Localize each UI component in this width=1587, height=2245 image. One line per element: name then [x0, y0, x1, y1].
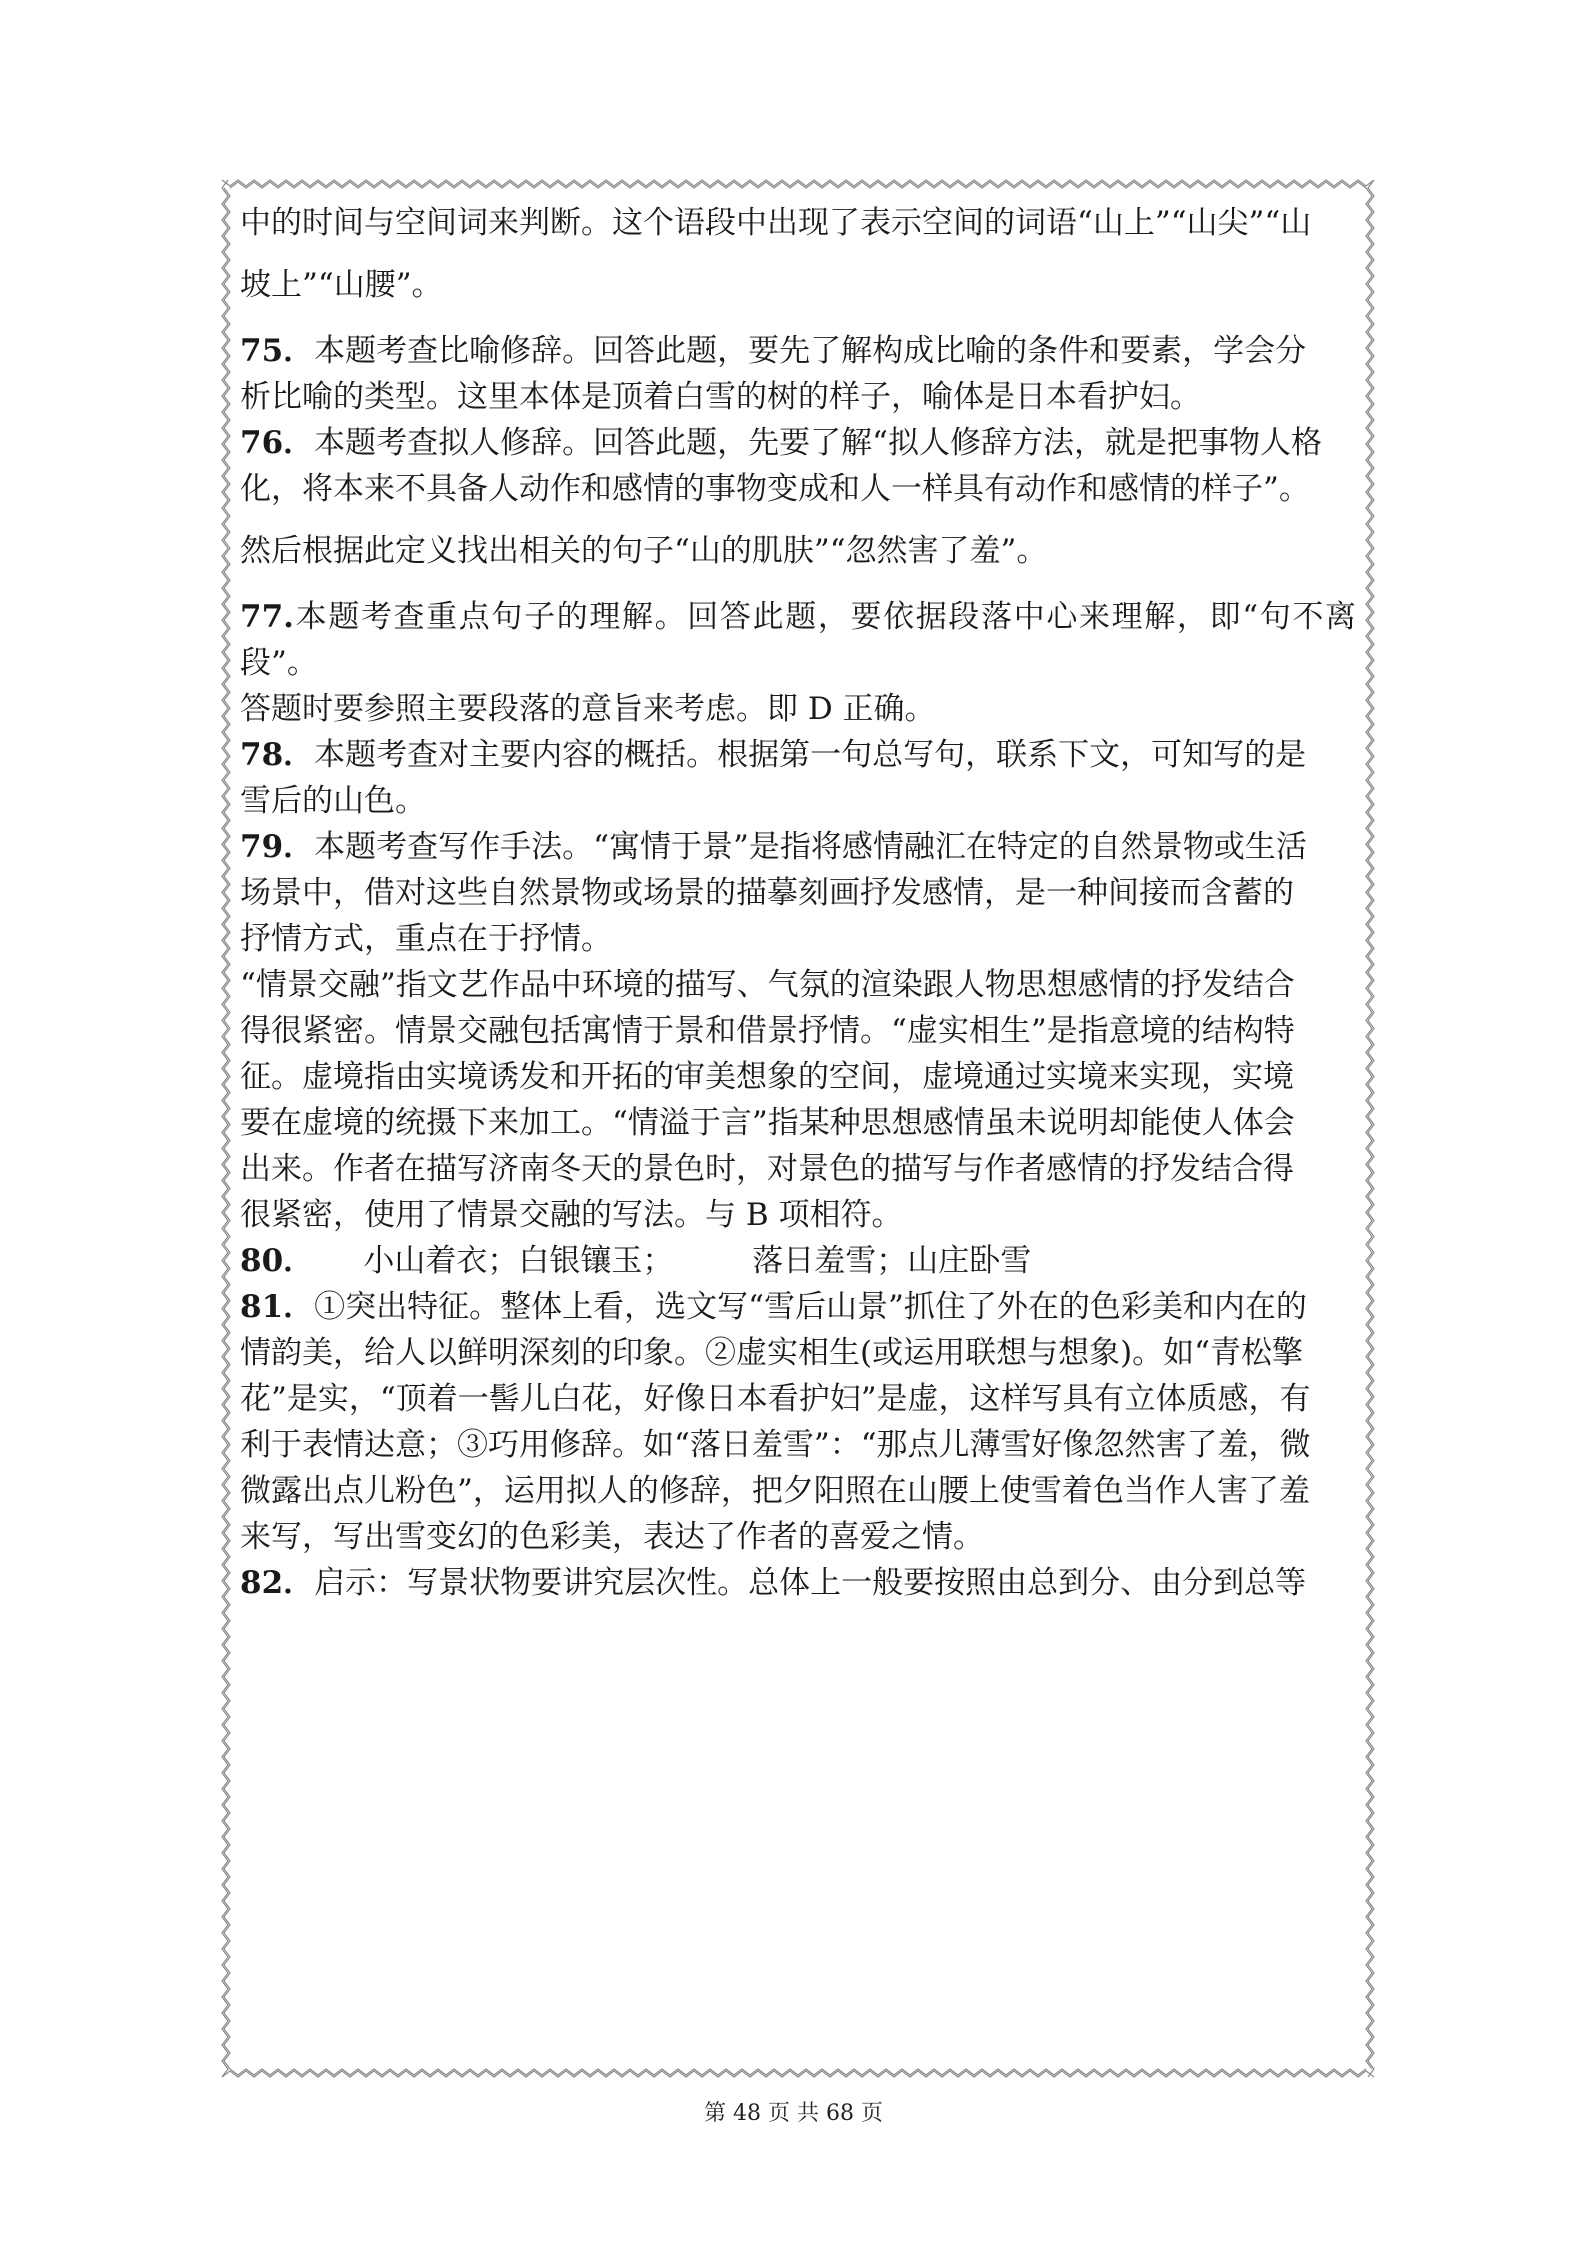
- text-line: [240, 824, 1356, 870]
- line-text: 花”是实，“顶着一髻儿白花，好像日本看护妇”是虚，这样写具有立体质感，有: [240, 1381, 1311, 1417]
- text-line: [240, 594, 1356, 686]
- line-text: 化，将本来不具备人动作和感情的事物变成和人一样具有动作和感情的样子”。: [240, 471, 1310, 507]
- text-line: [240, 962, 1356, 1008]
- text-line: [240, 1330, 1356, 1376]
- text-line: [240, 328, 1356, 374]
- question-number: 78．: [240, 737, 315, 773]
- text-line: [240, 1422, 1356, 1468]
- question-number: 75．: [240, 333, 315, 369]
- text-line: [240, 420, 1356, 466]
- text-line: [240, 1376, 1356, 1422]
- line-text: 很紧密，使用了情景交融的写法。与 B 项相符。: [240, 1197, 903, 1233]
- answer-paragraph: [240, 962, 1356, 1238]
- text-line: [240, 1284, 1356, 1330]
- text-line: [240, 1100, 1356, 1146]
- line-text: 本题考查写作手法。“寓情于景”是指将感情融汇在特定的自然景物或生活: [314, 829, 1307, 865]
- line-text: 利于表情达意；③巧用修辞。如“落日羞雪”：“那点儿薄雪好像忽然害了羞，微: [240, 1427, 1311, 1463]
- line-text: 启示：写景状物要讲究层次性。总体上一般要按照由总到分、由分到总等: [314, 1565, 1307, 1601]
- text-line: [240, 1514, 1356, 1560]
- text-line: [240, 916, 1356, 962]
- line-text: 本题考查拟人修辞。回答此题，先要了解“拟人修辞方法，就是把事物人格: [314, 425, 1322, 461]
- question-number: 79．: [240, 829, 315, 865]
- question-number: 82．: [240, 1565, 315, 1601]
- answer-paragraph: [240, 824, 1356, 962]
- text-line: [240, 1192, 1356, 1238]
- question-number: 76．: [240, 425, 315, 461]
- text-line: [240, 778, 1356, 824]
- line-text: 得很紧密。情景交融包括寓情于景和借景抒情。“虚实相生”是指意境的结构特: [240, 1013, 1295, 1049]
- line-text: 场景中，借对这些自然景物或场景的描摹刻画抒发感情，是一种间接而含蓄的: [240, 875, 1294, 911]
- line-text: 本题考查比喻修辞。回答此题，要先了解构成比喻的条件和要素，学会分: [314, 333, 1307, 369]
- answer-paragraph: [240, 328, 1356, 420]
- line-text: 中的时间与空间词来判断。这个语段中出现了表示空间的词语“山上”“山尖”“山: [240, 205, 1312, 241]
- text-line: [240, 1468, 1356, 1514]
- line-text: 然后根据此定义找出相关的句子“山的肌肤”“忽然害了羞”。: [240, 533, 1048, 569]
- text-line: [240, 466, 1356, 512]
- line-text: 出来。作者在描写济南冬天的景色时，对景色的描写与作者感情的抒发结合得: [240, 1151, 1294, 1187]
- question-number: 77.: [240, 599, 294, 635]
- line-text: 抒情方式，重点在于抒情。: [240, 921, 612, 957]
- page-footer: 第 48 页 共 68 页: [704, 2101, 883, 2126]
- text-line: [240, 1008, 1356, 1054]
- text-line: [240, 374, 1356, 420]
- line-text: 情韵美，给人以鲜明深刻的印象。②虚实相生(或运用联想与想象)。如“青松擎: [240, 1335, 1304, 1371]
- answer-paragraph: [240, 1284, 1356, 1560]
- line-text: 本题考查对主要内容的概括。根据第一句总写句，联系下文，可知写的是: [314, 737, 1307, 773]
- answer-paragraph: [240, 200, 1356, 308]
- line-text: 要在虚境的统摄下来加工。“情溢于言”指某种思想感情虽未说明却能使人体会: [240, 1105, 1295, 1141]
- line-text: 征。虚境指由实境诱发和开拓的审美想象的空间，虚境通过实境来实现，实境: [240, 1059, 1294, 1095]
- answer-paragraph: [240, 732, 1356, 824]
- answer-paragraph: [240, 1560, 1356, 1606]
- text-line: [240, 732, 1356, 778]
- line-text: ①突出特征。整体上看，选文写“雪后山景”抓住了外在的色彩美和内在的: [314, 1289, 1307, 1325]
- text-line: [240, 870, 1356, 916]
- line-text: 坡上”“山腰”。: [240, 267, 443, 303]
- question-number: 80．: [240, 1243, 315, 1279]
- answer-paragraph: [240, 1238, 1356, 1284]
- answer-paragraph: [240, 594, 1356, 732]
- text-line: [240, 1560, 1356, 1606]
- line-text: “情景交融”指文艺作品中环境的描写、气氛的渲染跟人物思想感情的抒发结合: [240, 967, 1295, 1003]
- line-text: 微露出点儿粉色”，运用拟人的修辞，把夕阳照在山腰上使雪着色当作人害了羞: [240, 1473, 1310, 1509]
- text-line: [240, 1054, 1356, 1100]
- question-number: 81．: [240, 1289, 315, 1325]
- line-text: 小山着衣；白银镶玉； 落日羞雪；山庄卧雪: [314, 1243, 1032, 1279]
- text-line: [240, 262, 1356, 308]
- line-text: 答题时要参照主要段落的意旨来考虑。即 D 正确。: [240, 691, 936, 727]
- text-line: [240, 686, 1356, 732]
- line-text: 来写，写出雪变幻的色彩美，表达了作者的喜爱之情。: [240, 1519, 984, 1555]
- line-text: 析比喻的类型。这里本体是顶着白雪的树的样子，喻体是日本看护妇。: [240, 379, 1201, 415]
- line-text: 雪后的山色。: [240, 783, 426, 819]
- answer-explanations: [240, 200, 1356, 1606]
- text-line: [240, 1238, 1356, 1284]
- text-line: [240, 528, 1356, 574]
- text-line: [240, 200, 1356, 246]
- answer-paragraph: [240, 420, 1356, 574]
- line-text: 本题考查重点句子的理解。回答此题，要依据段落中心来理解，即“句不离段”。: [240, 599, 1356, 681]
- text-line: [240, 1146, 1356, 1192]
